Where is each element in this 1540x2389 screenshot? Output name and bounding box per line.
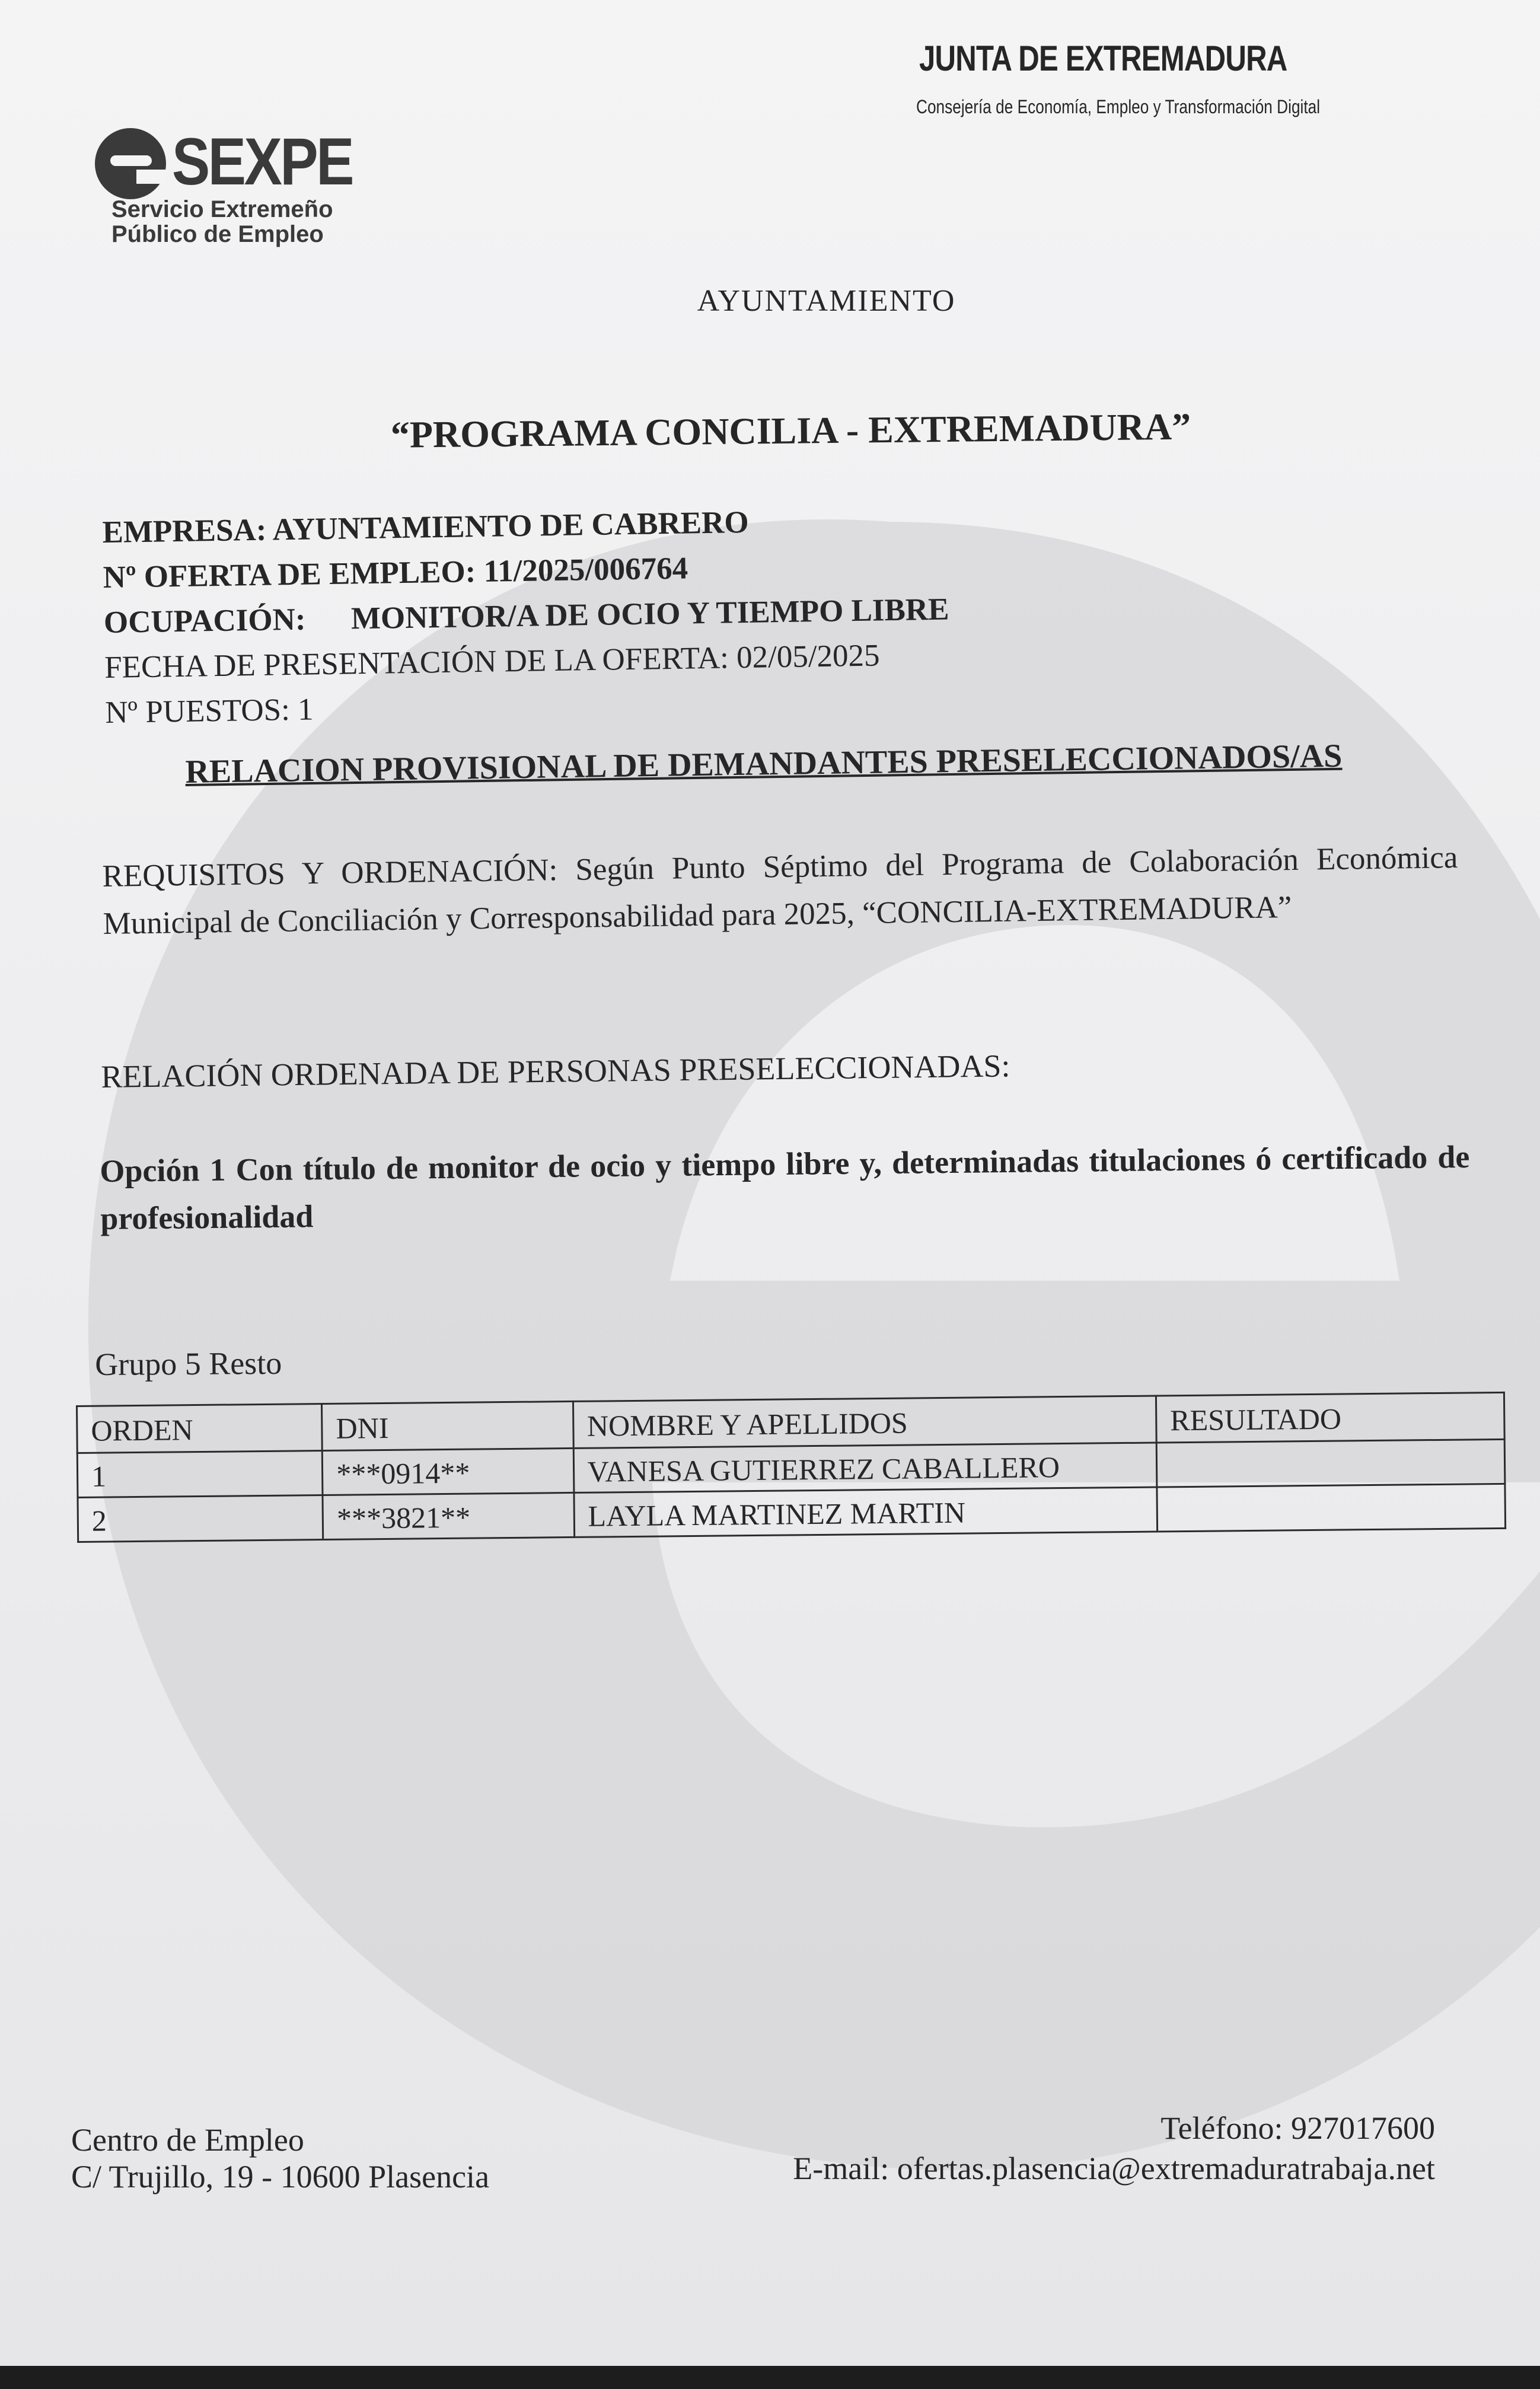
header-orden: ORDEN xyxy=(77,1404,323,1453)
empresa-line: EMPRESA: AYUNTAMIENTO DE CABRERO xyxy=(102,505,749,550)
footer-address xyxy=(71,2122,489,2195)
ocupacion-label: OCUPACIÓN: xyxy=(103,602,306,640)
oferta-line: Nº OFERTA DE EMPLEO: 11/2025/006764 xyxy=(103,551,688,595)
programa-title: “PROGRAMA CONCILIA - EXTREMADURA” xyxy=(390,405,1191,456)
offer-details xyxy=(102,497,951,735)
cell-dni: ***3821** xyxy=(323,1492,574,1539)
ayuntamiento-heading: AYUNTAMIENTO xyxy=(697,284,956,318)
relacion-ordenada-heading: RELACIÓN ORDENADA DE PERSONAS PRESELECCIONADAS: xyxy=(101,1048,1010,1095)
background-surface xyxy=(0,2366,1540,2389)
requisitos-paragraph: REQUISITOS Y ORDENACIÓN: Según Punto Séptimo del Programa de Colaboración Económica Municipal de Conciliación y Corresponsabilidad para 2025, “CONCILIA-EXTREMADURA” xyxy=(102,840,1458,941)
opcion-paragraph: Opción 1 Con título de monitor de ocio y tiempo libre y, determinadas titulaciones ó certificado de profesionalidad xyxy=(100,1138,1470,1236)
junta-title: JUNTA DE EXTREMADURA xyxy=(919,39,1287,78)
logo-wordmark: SEXPE xyxy=(172,125,353,199)
cell-nombre: VANESA GUTIERREZ CABALLERO xyxy=(573,1443,1157,1492)
footer-contact xyxy=(700,2108,1435,2189)
cell-resultado xyxy=(1156,1439,1505,1487)
cell-resultado xyxy=(1157,1484,1506,1532)
email-link[interactable]: E-mail: ofertas.plasencia@extremaduratrabaja.net xyxy=(793,2151,1435,2186)
logo-line-2: Público de Empleo xyxy=(111,221,324,247)
header-resultado: RESULTADO xyxy=(1156,1392,1504,1443)
cell-nombre: LAYLA MARTINEZ MARTIN xyxy=(574,1487,1158,1537)
header-dni: DNI xyxy=(322,1401,573,1450)
sexpe-logo xyxy=(95,126,356,256)
grupo-label: Grupo 5 Resto xyxy=(95,1345,282,1382)
cell-orden: 2 xyxy=(78,1495,323,1542)
cell-orden: 1 xyxy=(77,1451,323,1498)
logo-subtitle xyxy=(111,197,333,247)
header-nombre: NOMBRE Y APELLIDOS xyxy=(573,1396,1156,1448)
telefono-line: Teléfono: 927017600 xyxy=(1160,2110,1435,2146)
ocupacion-value: MONITOR/A DE OCIO Y TIEMPO LIBRE xyxy=(350,592,949,636)
centro-label: Centro de Empleo xyxy=(71,2122,304,2158)
logo-line-1: Servicio Extremeño xyxy=(111,196,333,222)
relacion-title: RELACION PROVISIONAL DE DEMANDANTES PRESELECCIONADOS/AS xyxy=(185,737,1343,790)
cell-dni: ***0914** xyxy=(322,1448,573,1495)
fecha-line: FECHA DE PRESENTACIÓN DE LA OFERTA: 02/05/2025 xyxy=(104,638,880,685)
sexpe-e-icon xyxy=(95,128,166,199)
junta-subtitle: Consejería de Economía, Empleo y Transformación Digital xyxy=(916,96,1321,117)
preselected-table xyxy=(76,1392,1506,1543)
direccion-line: C/ Trujillo, 19 - 10600 Plasencia xyxy=(71,2159,490,2195)
puestos-line: Nº PUESTOS: 1 xyxy=(104,692,314,730)
